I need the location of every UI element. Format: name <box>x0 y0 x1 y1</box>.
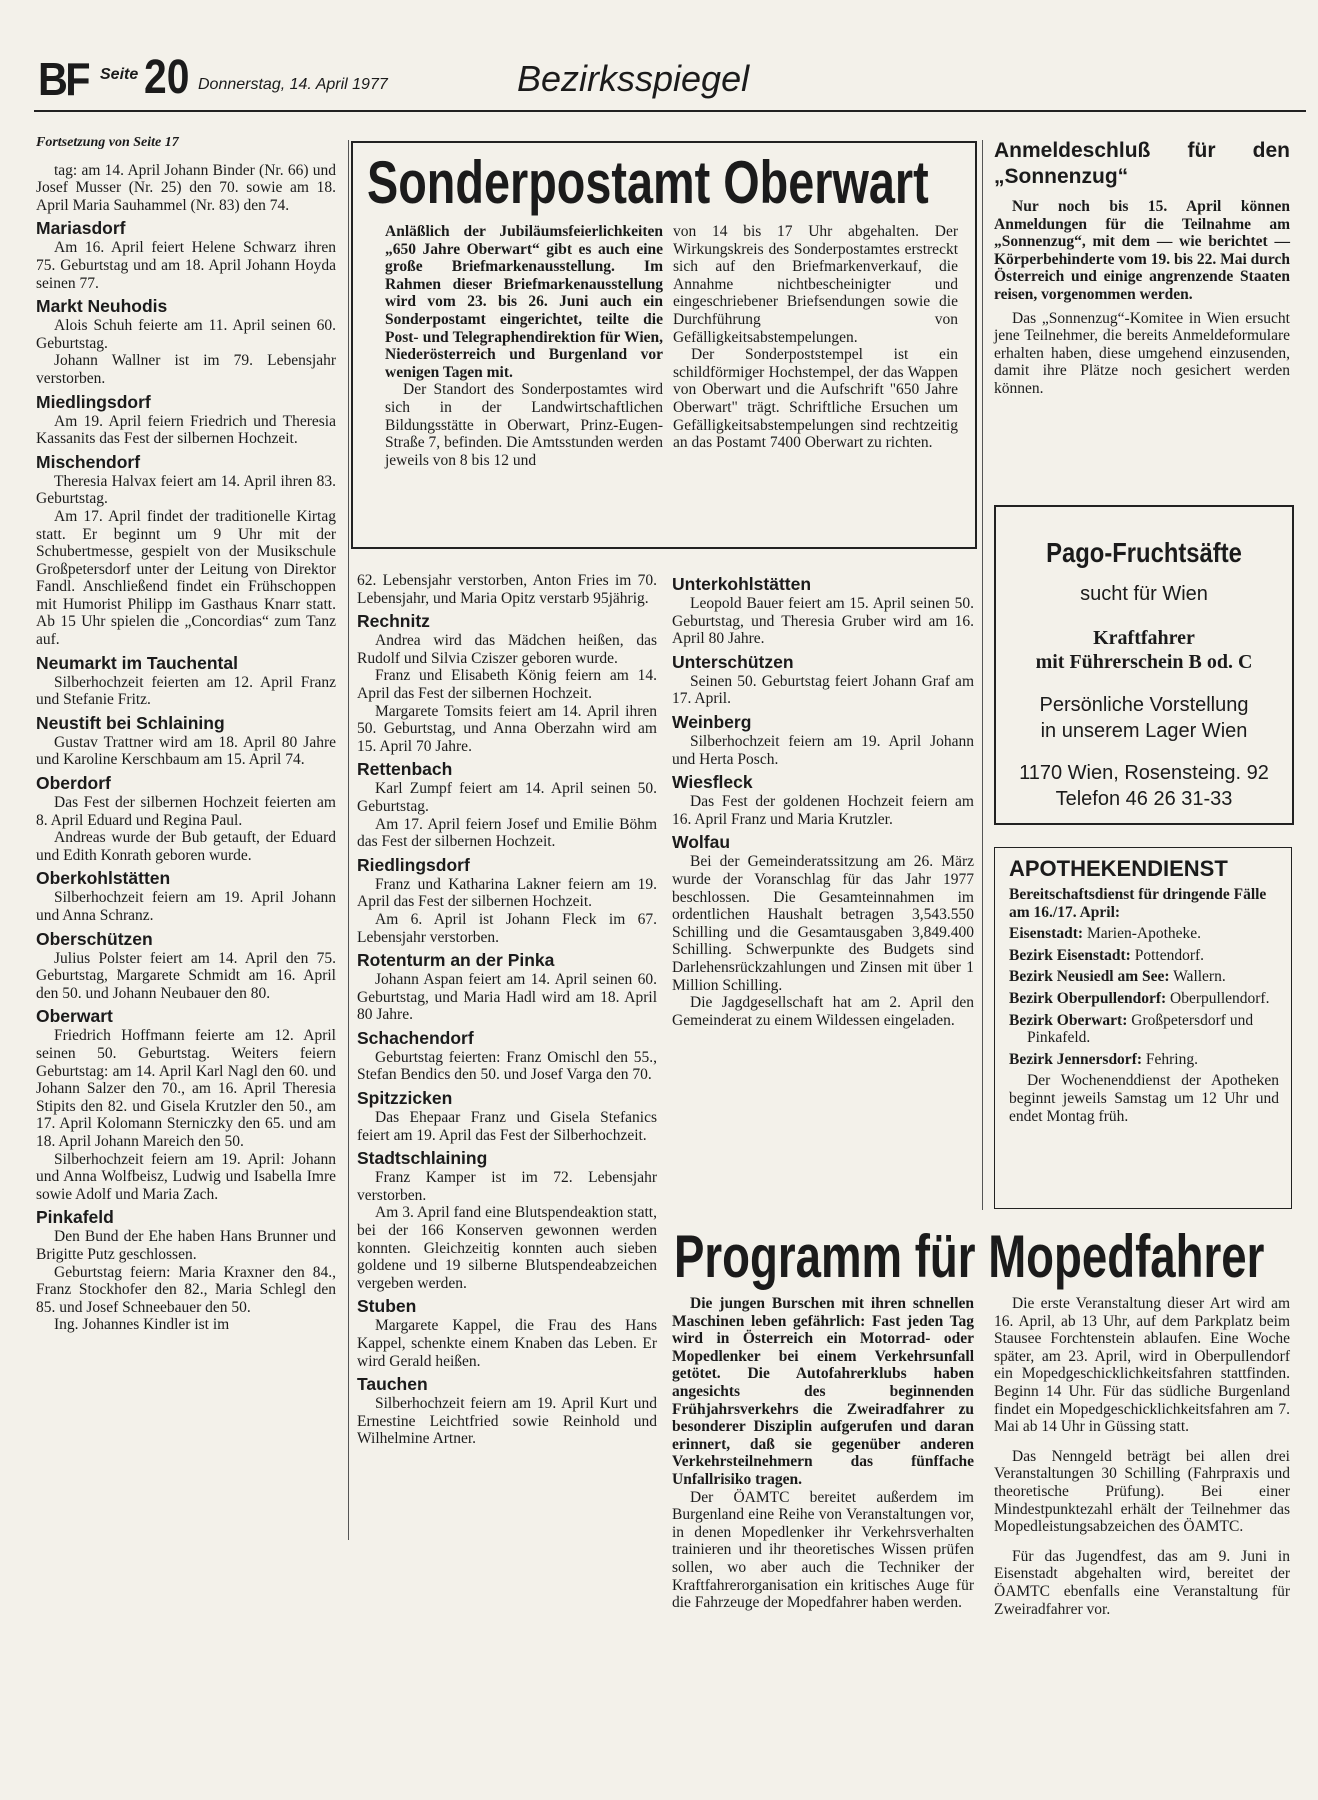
news-paragraph: Ing. Johannes Kindler ist im <box>54 1316 230 1334</box>
page-label: Seite <box>100 66 139 83</box>
news-paragraph: Silberhochzeit feierten am 12. April Franz und Stefanie Fritz. <box>36 673 336 709</box>
news-paragraph: Silberhochzeit feiern am 19. April Johann und Anna Schranz. <box>36 889 336 924</box>
news-paragraph: Julius Polster feiert am 14. April den 75. Geburtstag, Margarete Schmidt am 16. April den 50. und Johann Neubauer den 80. <box>36 949 336 1002</box>
news-paragraph: Am 17. April findet der traditionelle Kirtag statt. Er beginnt um 9 Uhr mit der Schubertmesse, gespielt von der Musikschule Großpetersdorf unter der Leitung von Direktor Fandl. Anschließend findet ein Frühschoppen mit Humorist Philipp im Gasthaus Knarr statt. Ab 15 Uhr spielen die „Concordias“ zum Tanz auf. <box>36 507 336 649</box>
news-paragraph: Gustav Trattner wird am 18. April 80 Jahre und Karoline Kerschbaum am 15. April 74. <box>36 733 336 769</box>
article-sonnenzug <box>994 138 1290 398</box>
news-paragraph: Franz Kamper ist im 72. Lebensjahr verstorben. <box>357 1169 657 1204</box>
news-paragraph: Am 3. April fand eine Blutspendeaktion statt, bei der 166 Konserven gewonnen werden konnten. Gleichzeitig konnten auch sieben goldene und 19 silberne Blutspendeabzeichen vergeben werden. <box>357 1204 657 1292</box>
news-paragraph: Silberhochzeit feiern am 19. April Kurt und Ernestine Leichtfried sowie Reinhold und Wilhelmine Artner. <box>357 1395 657 1448</box>
pharmacy-name: Oberpullendorf. <box>1166 989 1270 1007</box>
section-title: Bezirksspiegel <box>517 58 750 99</box>
continuation-note: Fortsetzung von Seite 17 <box>36 135 179 150</box>
job-advertisement <box>994 505 1294 825</box>
news-paragraph: Theresia Halvax feiert am 14. April ihren 83. Geburtstag. <box>36 472 336 508</box>
ad-position: Kraftfahrer <box>1093 627 1195 649</box>
place-heading: Oberwart <box>36 1006 113 1027</box>
place-heading: Markt Neuhodis <box>36 296 168 317</box>
headline: Sonderpostamt Oberwart <box>367 149 929 216</box>
news-paragraph: Margarete Tomsits feiert am 14. April ihren 50. Geburtstag, und Anna Oberzahn wird am 15. April 70 Jahre. <box>357 702 657 755</box>
news-paragraph: Die Jagdgesellschaft hat am 2. April den Gemeinderat zu einem Wildessen eingeladen. <box>672 994 974 1029</box>
news-paragraph: Das Fest der silbernen Hochzeit feierten am 8. April Eduard und Regina Paul. <box>36 794 336 829</box>
place-heading: Oberdorf <box>36 773 111 794</box>
ad-requirement: mit Führerschein B od. C <box>1035 651 1253 673</box>
news-paragraph: Bei der Gemeinderatssitzung am 26. März wurde der Voranschlag für das Jahr 1977 beschlossen. Die Gesamteinnahmen im ordentlichen Haushalt betragen 3,543.550 Schilling und die Gesamtausgaben 3,849.400 Schilling. Schwerpunkte des Budgets sind Darlehensrückzahlungen und Zinsen mit über 1 Million Schilling. <box>672 853 974 994</box>
place-heading: Wiesfleck <box>672 772 753 793</box>
news-paragraph: Silberhochzeit feiern am 19. April: Johann und Anna Wolfbeisz, Ludwig und Isabella Imre sowie Adolf und Maria Zach. <box>36 1150 336 1203</box>
paragraph: Das Nenngeld beträgt bei allen drei Veranstaltungen 30 Schilling (Fahrpraxis und theoretische Prüfung). Bei einer Mindestpunktezahl erhält der Teilnehmer das Mopedleistungsabzeichen des ÖAMTC. <box>994 1447 1290 1536</box>
paragraph: von 14 bis 17 Uhr abgehalten. Der Wirkungskreis des Sonderpostamtes erstreckt sich auf den Briefmarkenverkauf, die Annahme nichtbescheinigter und eingeschriebener Briefsendungen sowie die Durchführung von Gefälligkeitsabstempelungen. <box>673 223 958 346</box>
pharmacy-name: Pottendorf. <box>1130 946 1205 964</box>
article-moped-col2 <box>994 1295 1290 1618</box>
news-paragraph: Friedrich Hoffmann feierte am 12. April seinen 50. Geburtstag. Weiters feiern Geburtstag: am 14. April Karl Nagl den 60. und Johann Salzer den 70., am 16. April Theresia Stipits den 82. und Gisela Krutzler den 50., am 17. April Kolomann Sterniczky den 65. und am 18. April Johann Mareich den 50. <box>36 1027 336 1150</box>
column-divider <box>982 140 983 1210</box>
pharmacy-entry <box>1009 968 1279 986</box>
news-paragraph: Am 16. April feiert Helene Schwarz ihren 75. Geburtstag und am 18. April Johann Hoyda seinen 77. <box>36 239 336 292</box>
headline-moped: Programm für Mopedfahrer <box>674 1223 1265 1290</box>
news-paragraph: Den Bund der Ehe haben Hans Brunner und Brigitte Putz geschlossen. <box>36 1228 336 1263</box>
ad-address: 1170 Wien, Rosensteing. 92 <box>1019 762 1269 784</box>
article-moped-col1 <box>672 1295 974 1612</box>
news-paragraph: Silberhochzeit feiern am 19. April Johann und Herta Posch. <box>672 732 974 768</box>
place-heading: Neumarkt im Tauchental <box>36 652 238 673</box>
lead-paragraph: Nur noch bis 15. April können Anmeldungen für die Teilnahme am „Sonnenzug“, mit dem — wie berichtet — Körperbehinderte vom 19. bis 22. Mai durch Österreich und einige angrenzende Staaten reisen, vorgenommen werden. <box>994 198 1290 303</box>
paragraph: Der Standort des Sonderpostamtes wird sich in der Landwirtschaftlichen Bildungsstätte in Oberwart, Prinz-Eugen-Straße 7, befinden. Die Amtsstunden werden jeweils von 8 bis 12 und <box>385 381 663 469</box>
place-heading: Riedlingsdorf <box>357 854 470 875</box>
page-number: 20 <box>144 51 190 104</box>
lead-paragraph: Anläßlich der Jubiläumsfeierlichkeiten „650 Jahre Oberwart“ gibt es auch eine große Briefmarkenausstellung. Im Rahmen dieser Briefmarkenausstellung wird vom 23. bis 26. Juni auch ein Sonderpostamt eingerichtet, teilte die Post- und Telegraphendirektion für Wien, Niederösterreich und Burgenland vor wenigen Tagen mit. <box>385 223 663 381</box>
paragraph: Der ÖAMTC bereitet außerdem im Burgenland eine Reihe von Veranstaltungen vor, in denen Mopedlenker ihr Verkehrsverhalten trainieren und ihr theoretisches Wissen prüfen sollen, wo aber auch die Techniker der Kraftfahrerorganisation ein kritisches Auge für die Fahrzeuge der Mopedfahrer haben werden. <box>672 1488 974 1612</box>
ad-contact: Persönliche Vorstellung <box>1039 694 1249 716</box>
ad-contact-location: in unserem Lager Wien <box>1040 720 1248 742</box>
pharmacy-entry <box>1009 1051 1279 1069</box>
pharmacy-entry <box>1009 1012 1279 1047</box>
place-heading: Unterschützen <box>672 651 794 672</box>
news-paragraph: Andreas wurde der Bub getauft, der Eduard und Edith Konrath geboren wurde. <box>36 829 336 864</box>
header-rule <box>34 110 1306 112</box>
district-name: Bezirk Neusiedl am See: <box>1009 968 1170 986</box>
district-name: Bezirk Eisenstadt: <box>1009 946 1131 964</box>
news-paragraph: Johann Wallner ist im 79. Lebensjahr verstorben. <box>36 352 336 387</box>
place-heading: Tauchen <box>357 1374 428 1395</box>
news-paragraph: Am 19. April feiern Friedrich und Theresia Kassanits das Fest der silbernen Hochzeit. <box>36 412 336 448</box>
news-paragraph: Das Ehepaar Franz und Gisela Stefanics feiert am 19. April das Fest der Silberhochzeit. <box>357 1109 657 1144</box>
local-news-column-2 <box>357 572 657 1448</box>
pharmacy-entry <box>1009 925 1279 943</box>
news-paragraph: Seinen 50. Geburtstag feiert Johann Graf am 17. April. <box>672 672 974 708</box>
district-name: Bezirk Oberwart: <box>1009 1011 1128 1029</box>
place-heading: Rechnitz <box>357 611 430 632</box>
news-paragraph: Karl Zumpf feiert am 14. April seinen 50. Geburtstag. <box>357 780 657 815</box>
place-heading: Rettenbach <box>357 759 453 780</box>
news-paragraph: Am 17. April feiern Josef und Emilie Böhm das Fest der silbernen Hochzeit. <box>357 815 657 851</box>
news-paragraph: Johann Aspan feiert am 14. April seinen 60. Geburtstag, und Maria Hadl wird am 18. April 80 Jahre. <box>357 971 657 1024</box>
pharmacy-name: Großpetersdorf und Pinkafeld. <box>1027 1011 1254 1047</box>
place-heading: Miedlingsdorf <box>36 391 151 412</box>
news-paragraph: Leopold Bauer feiert am 15. April seinen 50. Geburtstag, und Theresia Gruber wird am 16. April 80 Jahre. <box>672 595 974 648</box>
place-heading: Oberkohlstätten <box>36 868 171 889</box>
place-heading: Oberschützen <box>36 928 153 949</box>
district-name: Bezirk Jennersdorf: <box>1009 1050 1143 1068</box>
news-paragraph: 62. Lebensjahr verstorben, Anton Fries im 70. Lebensjahr, und Maria Opitz verstarb 95jährig. <box>357 572 657 607</box>
news-paragraph: Geburtstag feiern: Maria Kraxner den 84., Franz Stockhofer den 82., Maria Schlegl den 85. und Josef Schneebauer den 50. <box>36 1263 336 1316</box>
district-name: Eisenstadt: <box>1009 925 1084 943</box>
pharmacy-duty-box <box>994 847 1292 1209</box>
box-title: APOTHEKENDIENST <box>1009 856 1228 881</box>
news-paragraph: Franz und Elisabeth König feiern am 14. April das Fest der silbernen Hochzeit. <box>357 667 657 702</box>
paragraph: Das „Sonnenzug“-Komitee in Wien ersucht jene Teilnehmer, die bereits Anmeldeformulare erhalten haben, diese umgehend einzusenden, damit ihre Plätze noch gesichert werden können. <box>994 309 1290 397</box>
ad-company: Pago-Fruchtsäfte <box>1046 537 1242 568</box>
place-heading: Weinberg <box>672 711 752 732</box>
ad-subline: sucht für Wien <box>1080 583 1208 605</box>
news-paragraph: Geburtstag feierten: Franz Omischl den 55., Stefan Bendics den 50. und Josef Varga den 70. <box>357 1048 657 1084</box>
place-heading: Pinkafeld <box>36 1207 114 1228</box>
pharmacy-entry <box>1009 990 1279 1008</box>
news-paragraph: Alois Schuh feierte am 11. April seinen 60. Geburtstag. <box>36 317 336 352</box>
place-heading: Stadtschlaining <box>357 1148 488 1169</box>
news-paragraph: Das Fest der goldenen Hochzeit feiern am 16. April Franz und Maria Krutzler. <box>672 793 974 828</box>
district-name: Bezirk Oberpullendorf: <box>1009 989 1167 1007</box>
place-heading: Wolfau <box>672 832 731 853</box>
place-heading: Rotenturm an der Pinka <box>357 950 555 971</box>
news-paragraph: tag: am 14. April Johann Binder (Nr. 66) und Josef Musser (Nr. 25) den 70. sowie am 18. April Maria Sauhammel (Nr. 83) den 74. <box>36 161 336 214</box>
pharmacy-name: Wallern. <box>1169 968 1226 986</box>
news-paragraph: Franz und Katharina Lakner feiern am 19. April das Fest der silbernen Hochzeit. <box>357 875 657 911</box>
paragraph: Für das Jugendfest, das am 9. Juni in Eisenstadt abgehalten wird, bereitet der ÖAMTC ebenfalls eine Veranstaltung für Zweiradfahrer vor. <box>994 1547 1290 1618</box>
weekend-note: Der Wochenenddienst der Apotheken beginnt jeweils Samstag um 12 Uhr und endet Montag früh. <box>1009 1072 1279 1125</box>
issue-date: Donnerstag, 14. April 1977 <box>198 76 388 93</box>
place-heading: Spitzzicken <box>357 1088 453 1109</box>
lead-paragraph: Die jungen Burschen mit ihren schnellen Maschinen leben gefährlich: Fast jeden Tag wird in Österreich ein Motorrad- oder Mopedlenker bei einem Verkehrsunfall getötet. Die Autofahrerklubs haben angesichts des beginnenden Frühjahrsverkehrs die Zweiradfahrer zu besonderer Disziplin aufgerufen und daran erinnert, daß sie gegenüber anderen Verkehrsteilnehmern das fünffache Unfallrisiko tragen. <box>672 1295 974 1488</box>
column-divider <box>348 140 349 1540</box>
article-sonderpostamt <box>351 141 977 549</box>
news-paragraph: Andrea wird das Mädchen heißen, das Rudolf und Silvia Cziszer geboren wurde. <box>357 632 657 667</box>
paragraph: Die erste Veranstaltung dieser Art wird am 16. April, ab 13 Uhr, auf dem Parkplatz beim Stausee Forchtenstein ablaufen. Eine Woche später, am 23. April, wird in Oberpullendorf ein Mopedgeschicklichkeitsfahren stattfinden. Beginn 14 Uhr. Für das südliche Burgenland findet ein Mopedgeschicklichkeitsfahren am 7. Mai ab 14 Uhr in Güssing statt. <box>994 1295 1290 1436</box>
place-heading: Schachendorf <box>357 1027 474 1048</box>
place-heading: Neustift bei Schlaining <box>36 712 225 733</box>
place-heading: Mariasdorf <box>36 218 126 239</box>
place-heading: Stuben <box>357 1296 417 1317</box>
newspaper-logo: BF <box>38 53 88 105</box>
ad-phone: Telefon 46 26 31-33 <box>1055 788 1233 810</box>
pharmacy-name: Fehring. <box>1142 1050 1198 1068</box>
local-news-column-3 <box>672 570 974 1029</box>
pharmacy-entry <box>1009 947 1279 965</box>
place-heading: Mischendorf <box>36 451 141 472</box>
place-heading: Unterkohlstätten <box>672 574 812 594</box>
news-paragraph: Am 6. April ist Johann Fleck im 67. Lebensjahr verstorben. <box>357 910 657 946</box>
pharmacy-name: Marien-Apotheke. <box>1083 925 1202 943</box>
news-paragraph: Margarete Kappel, die Frau des Hans Kappel, schenkte einem Knaben das Leben. Er wird Gerald heißen. <box>357 1317 657 1370</box>
box-lead: Bereitschaftsdienst für dringende Fälle am 16./17. April: <box>1009 886 1267 921</box>
paragraph: Der Sonderpoststempel ist ein schildförmiger Hochstempel, der das Wappen von Oberwart und die Aufschrift "650 Jahre Oberwart" trägt. Schriftliche Ersuchen um Gefälligkeitsabstempelungen sind rechtzeitig an das Postamt 7400 Oberwart zu richten. <box>673 346 958 452</box>
headline: Anmeldeschluß für den „Sonnenzug“ <box>994 139 1290 188</box>
local-news-column-1 <box>36 134 336 1334</box>
